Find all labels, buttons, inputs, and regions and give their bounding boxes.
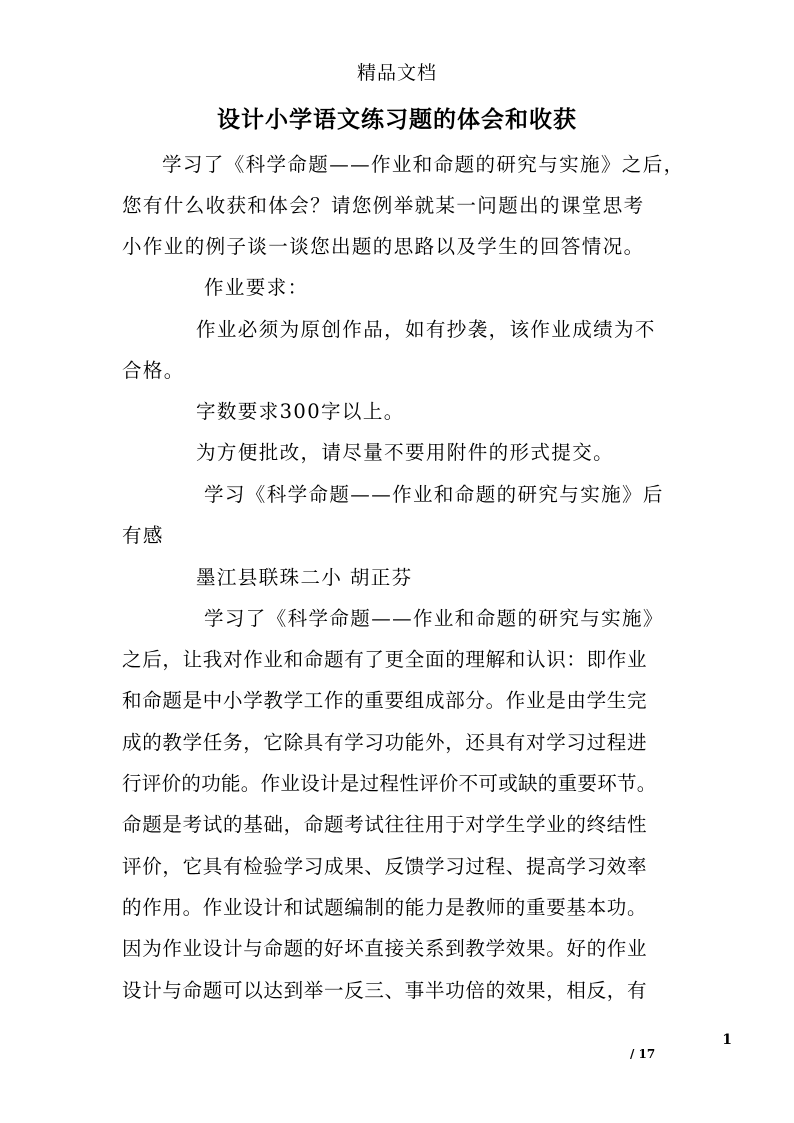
body-line: 字数要求300字以上。: [196, 400, 405, 423]
body-line: 为方便批改，请尽量不要用附件的形式提交。: [196, 441, 615, 464]
body-line: 墨江县联珠二小 胡正芬: [196, 566, 413, 589]
document-title: 设计小学语文练习题的体会和收获: [217, 106, 577, 133]
body-line: 因为作业设计与命题的好坏直接关系到教学效果。好的作业: [122, 937, 648, 960]
body-line: 作业要求：: [204, 276, 309, 299]
page-header: 精品文档: [356, 62, 437, 84]
body-line: 设计与命题可以达到举一反三、事半功倍的效果，相反，有: [122, 979, 648, 1002]
body-line: 作业必须为原创作品，如有抄袭，该作业成绩为不: [196, 318, 656, 341]
body-line: 成的教学任务，它除具有学习功能外，还具有对学习过程进: [122, 731, 648, 754]
body-line: 有感: [122, 524, 164, 547]
body-line: 的作用。作业设计和试题编制的能力是教师的重要基本功。: [122, 896, 648, 919]
page-total: / 17: [630, 1047, 656, 1061]
body-line: 学习了《科学命题——作业和命题的研究与实施》之后，: [162, 153, 685, 176]
body-line: 和命题是中小学教学工作的重要组成部分。作业是由学生完: [122, 689, 648, 712]
body-line: 行评价的功能。作业设计是过程性评价不可或缺的重要环节。: [122, 772, 657, 795]
page-number: 1: [722, 1032, 732, 1048]
body-line: 命题是考试的基础，命题考试往往用于对学生学业的终结性: [122, 813, 648, 836]
body-line: 评价，它具有检验学习成果、反馈学习过程、提高学习效率: [122, 855, 648, 878]
body-line: 学习了《科学命题——作业和命题的研究与实施》: [204, 607, 664, 630]
body-line: 学习《科学命题——作业和命题的研究与实施》后: [204, 483, 664, 506]
body-line: 小作业的例子谈一谈您出题的思路以及学生的回答情况。: [122, 235, 645, 258]
body-line: 合格。: [122, 359, 185, 382]
body-line: 之后，让我对作业和命题有了更全面的理解和认识：即作业: [122, 648, 648, 671]
body-line: 您有什么收获和体会？请您例举就某一问题出的课堂思考: [122, 194, 645, 217]
